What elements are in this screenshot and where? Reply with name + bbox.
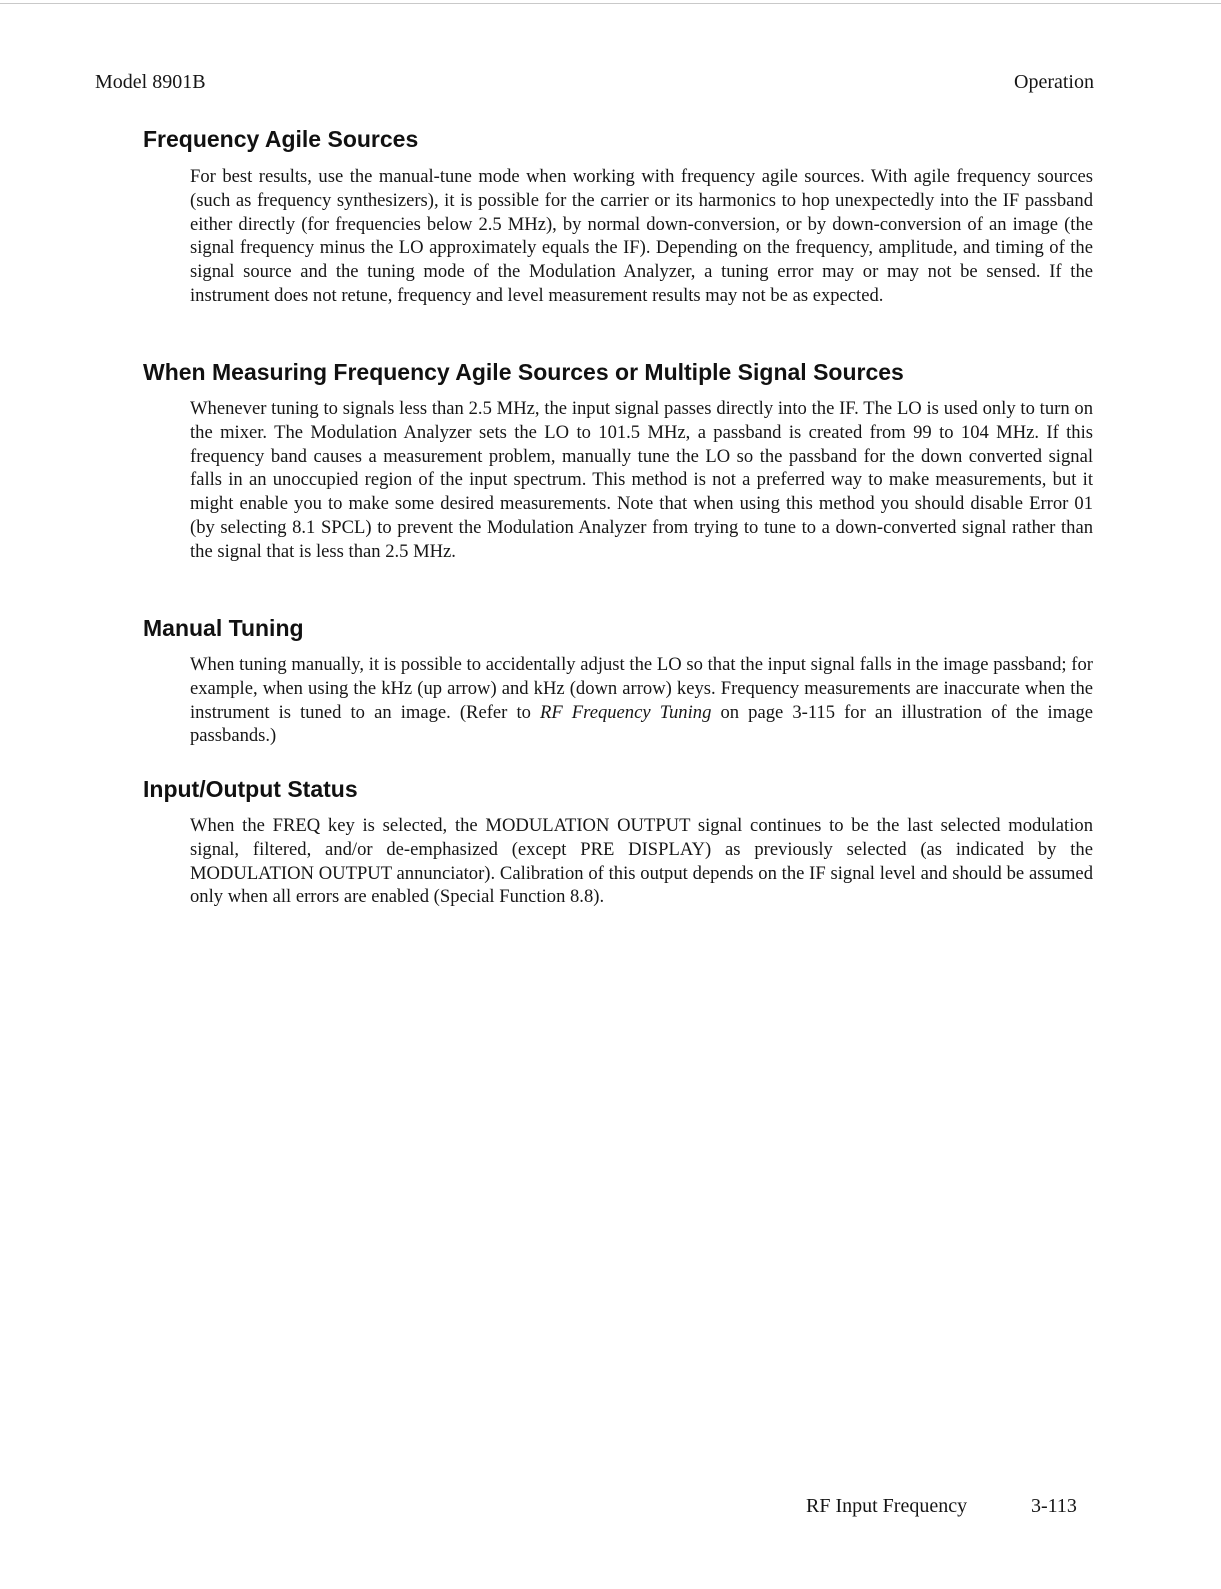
heading-input-output-status: Input/Output Status	[143, 776, 358, 802]
page-number: 3-113	[1031, 1495, 1077, 1517]
top-rule	[0, 3, 1221, 4]
heading-measuring-agile-multiple: When Measuring Frequency Agile Sources or Multiple Signal Sources	[143, 359, 904, 385]
body-manual-tuning-text-1: When tuning manually, it is possible to accidentally adjust the LO so that the input signal falls in the image passband; for example, when using the kHz (up arrow) and kHz (down arrow) keys. Frequency measurements are inaccurate when the instrument is tuned to an image. (Refer to	[190, 654, 1093, 723]
heading-frequency-agile-sources: Frequency Agile Sources	[143, 126, 419, 152]
header-section: Operation	[1014, 71, 1094, 93]
body-input-output-status: When the FREQ key is selected, the MODULATION OUTPUT signal continues to be the last selected modulation signal, filtered, and/or de-emphasized (except PRE DISPLAY) as previously selected (as indicated by the MODULATION OUTPUT annunciator). Calibration of this output depends on the IF signal level and should be assumed only when all errors are enabled (Special Function 8.8).	[190, 815, 1093, 908]
body-measuring-agile-multiple: Whenever tuning to signals less than 2.5 MHz, the input signal passes directly into the IF. The LO is used only to turn on the mixer. The Modulation Analyzer sets the LO to 101.5 MHz, a passband is created from 99 to 104 MHz. If this frequency band causes a measurement problem, manually tune the LO so the passband for the down converted signal falls in an unoccupied region of the input spectrum. This method is not a preferred way to make measurements, but it might enable you to make some desired measurements. Note that when using this method you should disable Error 01 (by selecting 8.1 SPCL) to prevent the Modulation Analyzer from trying to tune to a down-converted signal rather than the signal that is less than 2.5 MHz.	[190, 398, 1093, 562]
footer-title: RF Input Frequency	[806, 1495, 968, 1517]
body-manual-tuning-text-2: on page 3-115 for an illustration of the image passbands.)	[190, 701, 1093, 747]
body-frequency-agile-sources: For best results, use the manual-tune mode when working with frequency agile sources. With agile frequency sources (such as frequency synthesizers), it is possible for the carrier or its harmonics to hop unexpectedly into the IF passband either directly (for frequencies below 2.5 MHz), by normal down-conversion, or by down-conversion of an image (the signal frequency minus the LO approximately equals the IF). Depending on the frequency, amplitude, and timing of the signal source and the tuning mode of the Modulation Analyzer, a tuning error may or may not be sensed. If the instrument does not retune, frequency and level measurement results may not be as expected.	[190, 166, 1093, 306]
header-model: Model 8901B	[95, 71, 206, 93]
heading-manual-tuning: Manual Tuning	[143, 615, 304, 641]
cross-reference-rf-frequency-tuning: RF Frequency Tuning	[540, 701, 712, 723]
body-manual-tuning	[190, 653, 1093, 748]
